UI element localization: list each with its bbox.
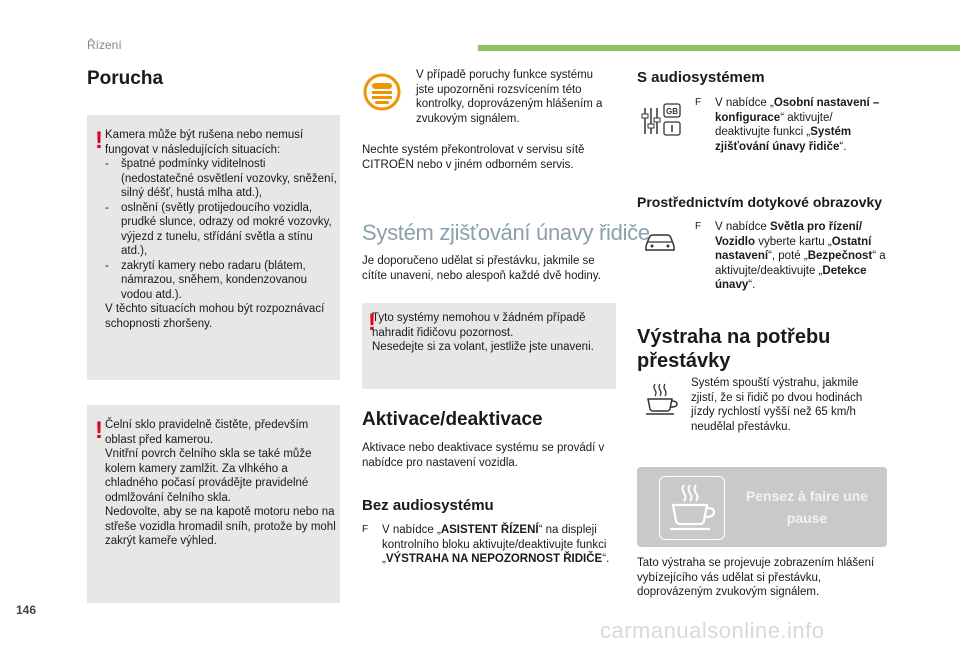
finger-icon: F: [362, 524, 369, 535]
coffee-cup-icon: [666, 483, 718, 533]
section-label: Řízení: [87, 38, 122, 52]
touch-instruction: F V nabídce Světla pro řízení/ Vozidlo vyberte kartu „Ostatní nastavení“, poté „Bezpečnost“ a aktivujte/deaktivujte „Detekce únavy“.: [695, 221, 886, 291]
touch-title: Prostřednictvím dotykové obrazovky: [637, 194, 883, 210]
gb-label: GB: [666, 107, 678, 116]
s-audio-instruction: F V nabídce „Osobní nastavení – konfigurace“ aktivujte/ deaktivujte funkci „Systém zjišťování únavy řidiče“.: [695, 97, 880, 153]
aktivace-text: Aktivace nebo deaktivace systému se provádí v nabídce pro nastavení vozidla.: [362, 442, 605, 469]
vystraha-text: Systém spouští výstrahu, jakmile zjistí, že si řidič po dvou hodinách jízdy rychlostí vyšší než 65 km/h neudělal přestávku.: [691, 377, 863, 433]
s-audio-title: S audiosystémem: [637, 69, 765, 86]
finger-icon: F: [695, 221, 702, 232]
bez-audio-title: Bez audiosystému: [362, 497, 494, 514]
service-text: Nechte systém překontrolovat v servisu sítě CITROËN nebo v jiném odborném servis.: [362, 144, 585, 171]
system-text: Je doporučeno udělat si přestávku, jakmile se cítíte unaveni, nebo alespoň každé dvě hodiny.: [362, 255, 601, 282]
warning-text: Kamera může být rušena nebo nemusí fungovat v následujících situacích: - špatné podmínky viditelnosti (nedostatečné osvětlení vozovky, sněžení, silný déšť, hustá mlha atd.), - oslnění (světly protijedoucího vozidla, prudké slunce, odrazy od mokré vozovky, výjezd z tunelu, střídání světla a stínu atd.), - zakrytí kamery nebo radaru (blátem, námrazou, sněhem, kondenzovanou vodou atd.). V těchto situacích mohou být rozpoznávací schopnosti zhoršeny.: [105, 129, 337, 330]
warning-exclamation-icon: !: [368, 309, 376, 336]
fatigue-warning-lamp-icon: [362, 72, 402, 112]
warning-exclamation-icon: !: [95, 417, 103, 444]
alert-message: Pensez à faire une pause: [745, 488, 869, 526]
watermark: carmanualsonline.info: [600, 618, 825, 643]
porucha-title: Porucha: [87, 68, 164, 89]
warning-box-windscreen: [87, 405, 340, 603]
alert-coffee-frame: [659, 476, 725, 540]
warning-text: Tyto systémy nemohou v žádném případě nahradit řidičovu pozornost. Nesedejte si za volant, jestliže jste unaveni.: [372, 312, 594, 353]
break-alert-display: [637, 467, 887, 547]
warning-box-attention: [362, 303, 616, 389]
finger-icon: F: [695, 97, 702, 108]
aktivace-title: Aktivace/deaktivace: [362, 409, 543, 430]
system-title: Systém zjišťování únavy řidiče: [362, 220, 650, 245]
final-text: Tato výstraha se projevuje zobrazením hlášení vybízejícího vás udělat si přestávku, doprovázeným zvukovým signálem.: [637, 557, 875, 598]
page-number: 146: [16, 603, 37, 617]
bez-audio-instruction: F V nabídce „ASISTENT ŘÍZENÍ“ na displeji kontrolního bloku aktivujte/deaktivujte funkci „VÝSTRAHA NA NEPOZORNOST ŘIDIČE“.: [362, 524, 610, 565]
warning-box-camera: [87, 115, 340, 380]
warning-text: Čelní sklo pravidelně čistěte, především oblast před kamerou. Vnitřní povrch čelního skla se také může kolem kamery zamlžit. Za vlhkého a chladného počasí provádějte pravidelné odmlžování čelního skla. Nedovolte, aby se na kapotě motoru nebo na střeše vozidla hromadil sníh, protože by mohl zakrýt kameře výhled.: [105, 419, 336, 547]
vystraha-title: Výstraha na potřebu přestávky: [637, 326, 831, 372]
audio-settings-icon: [640, 100, 684, 138]
car-icon: [643, 230, 677, 254]
coffee-cup-icon: [643, 382, 681, 416]
warning-exclamation-icon: !: [95, 127, 103, 154]
section-accent-bar: [478, 45, 960, 51]
fault-lamp-text: V případě poruchy funkce systému jste upozorněni rozsvícením této kontrolky, doprovázeným hlášením a zvukovým signálem.: [416, 69, 603, 125]
